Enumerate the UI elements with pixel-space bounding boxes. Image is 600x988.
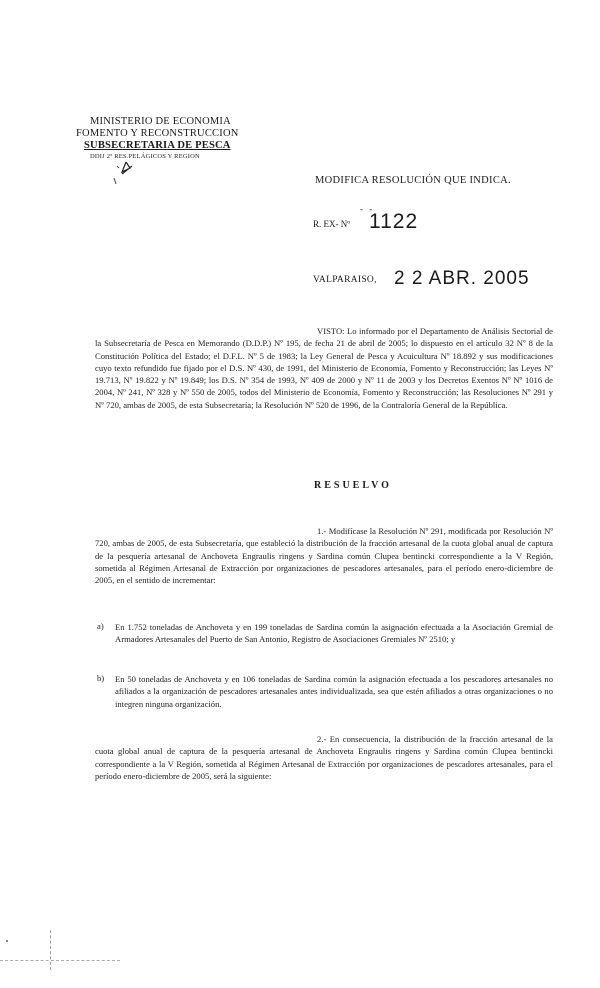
document-subject: MODIFICA RESOLUCIÓN QUE INDICA. — [315, 175, 511, 186]
resolution-point-1: 1.- Modifícase la Resolución Nº 291, modificada por Resolución Nº 720, ambas de 2005, de esta Subsecretaría, que estableció la distribución de la fracción artesanal de la cuota global anual de captura de la pesquería artesanal de Anchoveta Engraulis ringens y Sardina común Clupea bentincki correspondiente a la V Región, sometida al Régimen Artesanal de Extracción por organizaciones de pescadores artesanales, para el período enero-diciembre de 2005, en el sentido de incrementar: — [95, 526, 553, 586]
ministry-name-line2: FOMENTO Y RECONSTRUCCION — [76, 128, 239, 139]
handwritten-mark — [112, 158, 142, 192]
subsecretaria-name: SUBSECRETARIA DE PESCA — [84, 140, 231, 151]
ministry-name-line1: MINISTERIO DE ECONOMIA — [90, 116, 231, 127]
visto-paragraph: VISTO: Lo informado por el Departamento de Análisis Sectorial de la Subsecretaría de Pesca en Memorando (D.D.P.) Nº 195, de fecha 21 de abril de 2005; lo dispuesto en el artículo 32 Nº 8 de la Constitución Política del Estado; el D.F.L. Nº 5 de 1983; la Ley General de Pesca y Acuicultura Nº 18.892 y sus modificaciones cuyo texto refundido fue fijado por el D.S. Nº 430, de 1991, del Ministerio de Economía, Fomento y Reconstrucción; las Leyes Nº 19.713, Nº 19.822 y Nº 19.849; los D.S. Nº 354 de 1993, Nº 409 de 2000 y Nº 11 de 2003 y los Decretos Exentos Nº Nº 1016 de 2004, Nº 241, Nº 328 y Nº 550 de 2005, todos del Ministerio de Economía, Fomento y Reconstrucción; las Resoluciones Nº 291 y Nº 720, ambas de 2005, de esta Subsecretaría; la Resolución Nº 520 de 1996, de la Contraloría General de la República. — [95, 326, 553, 410]
item-b-text: En 50 toneladas de Anchoveta y en 106 toneladas de Sardina común la asignación efectuada a los pescadores artesanales no afiliados a la organización de pescadores artesanales antes individualizada, sea que estén afiliados a otras organizaciones o no integren ninguna organización. — [115, 674, 553, 709]
item-a-label: a) — [97, 621, 104, 631]
scan-edge-dash — [0, 960, 120, 961]
stamp-dash-mark: - - — [360, 204, 375, 214]
resuelvo-heading: RESUELVO — [314, 480, 392, 491]
resolution-number: 1122 — [369, 210, 419, 233]
department-line: DDIJ 2º RES.PELÁGICOS Y REGION — [90, 153, 200, 160]
handwritten-initials-icon — [112, 158, 142, 188]
place: VALPARAISO, — [313, 275, 377, 285]
resolution-prefix: R. EX- Nº — [313, 219, 351, 229]
item-a-text: En 1.752 toneladas de Anchoveta y en 199 toneladas de Sardina común la asignación efectuada a la Asociación Gremial de Armadores Artesanales del Puerto de San Antonio, Registro de Asociaciones Gremiales Nº 2510; y — [115, 622, 553, 645]
resolution-point-2: 2.- En consecuencia, la distribución de la fracción artesanal de la cuota global anual de captura de la pesquería artesanal de Anchoveta Engraulis ringens y Sardina común Clupea bentincki correspondiente a la V Región, sometida al Régimen Artesanal de Extracción por organizaciones de pescadores artesanales, para el período enero-diciembre de 2005, será la siguiente: — [95, 734, 553, 781]
scan-speck — [6, 940, 8, 942]
date-stamp: 2 2 ABR. 2005 — [394, 268, 530, 289]
item-b-label: b) — [97, 673, 105, 683]
scan-edge-line — [50, 930, 51, 970]
